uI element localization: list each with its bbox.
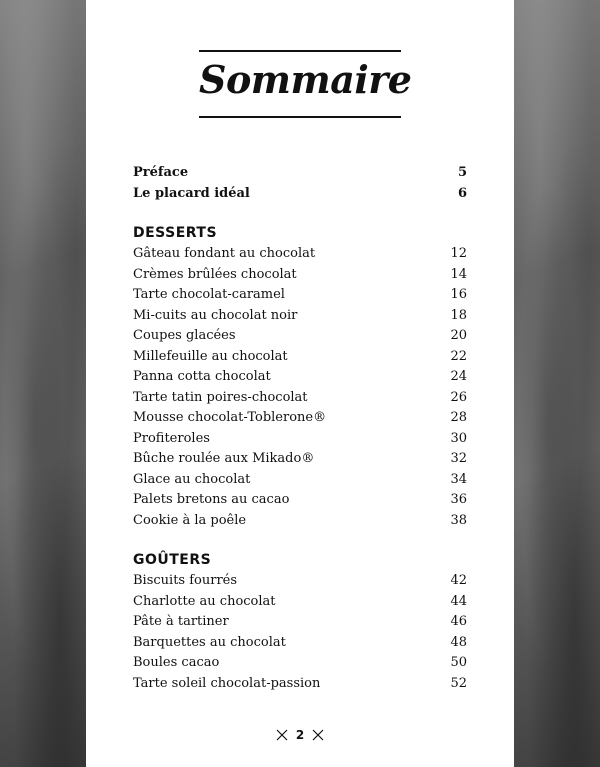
toc-entry-page: 42 xyxy=(450,573,467,588)
toc-entry-label: Bûche roulée aux Mikado® xyxy=(133,451,315,466)
toc-entry-page: 20 xyxy=(450,328,467,343)
toc-entry-page: 52 xyxy=(450,675,467,691)
title-block xyxy=(199,50,412,118)
background-texture-right xyxy=(514,0,600,767)
toc-entry-label: Cookie à la poêle xyxy=(133,512,247,528)
toc-entry[interactable] xyxy=(133,592,467,613)
toc-entry-page: 22 xyxy=(450,348,467,364)
toc-entry-label: Tarte soleil chocolat-passion xyxy=(133,675,321,691)
toc-entry-label: Barquettes au chocolat xyxy=(133,634,286,650)
toc-entry[interactable] xyxy=(133,244,467,265)
toc-entry-label: Palets bretons au cacao xyxy=(133,492,290,507)
section-heading-gouters: GOÛTERS xyxy=(133,552,212,568)
table-of-contents xyxy=(133,163,467,694)
toc-entry-label: Gâteau fondant au chocolat xyxy=(133,246,316,261)
toc-entry[interactable] xyxy=(133,612,467,633)
toc-entry-page: 16 xyxy=(450,287,467,302)
toc-entry-label: Préface xyxy=(133,165,189,180)
toc-entry-label: Panna cotta chocolat xyxy=(133,369,271,384)
toc-entry-label: Pâte à tartiner xyxy=(133,614,229,629)
toc-entry[interactable] xyxy=(133,184,467,205)
toc-entry-page: 24 xyxy=(450,369,467,384)
toc-entry-page: 32 xyxy=(450,451,467,466)
toc-entry-page: 38 xyxy=(450,512,467,528)
toc-entry-page: 28 xyxy=(450,410,467,425)
page-number: 2 xyxy=(295,728,305,742)
toc-entry[interactable] xyxy=(133,367,467,388)
toc-entry-page: 26 xyxy=(450,389,467,405)
toc-entry[interactable] xyxy=(133,490,467,511)
toc-entry-page: 50 xyxy=(450,655,467,670)
toc-entry-page: 14 xyxy=(450,266,467,282)
toc-entry-label: Coupes glacées xyxy=(133,328,236,343)
toc-entry[interactable] xyxy=(133,633,467,654)
toc-entry-page: 12 xyxy=(450,246,467,261)
toc-entry-page: 30 xyxy=(450,430,467,446)
toc-entry-label: Tarte chocolat-caramel xyxy=(133,287,285,302)
page-footer xyxy=(86,728,514,742)
toc-entry[interactable] xyxy=(133,265,467,286)
toc-entry[interactable] xyxy=(133,388,467,409)
cross-icon xyxy=(312,729,324,741)
toc-entry[interactable] xyxy=(133,163,467,184)
toc-entry[interactable] xyxy=(133,449,467,470)
toc-entry[interactable] xyxy=(133,347,467,368)
toc-entry[interactable] xyxy=(133,326,467,347)
toc-entry-label: Glace au chocolat xyxy=(133,471,251,487)
toc-entry-label: Mousse chocolat-Toblerone® xyxy=(133,410,327,425)
toc-entry-page: 46 xyxy=(450,614,467,629)
section-heading-desserts: DESSERTS xyxy=(133,225,218,241)
toc-entry-label: Crèmes brûlées chocolat xyxy=(133,266,297,282)
toc-entry-page: 18 xyxy=(450,307,467,323)
page-title: Sommaire xyxy=(199,57,412,102)
toc-entry-label: Boules cacao xyxy=(133,655,220,670)
toc-entry-page: 48 xyxy=(450,634,467,650)
toc-entry[interactable] xyxy=(133,653,467,674)
toc-entry[interactable] xyxy=(133,429,467,450)
toc-entry-label: Mi-cuits au chocolat noir xyxy=(133,307,298,323)
toc-entry-label: Le placard idéal xyxy=(133,185,250,201)
toc-entry-page: 44 xyxy=(450,593,467,609)
toc-entry-label: Millefeuille au chocolat xyxy=(133,348,288,364)
toc-entry-page: 36 xyxy=(450,492,467,507)
background-texture-left xyxy=(0,0,86,767)
toc-entry[interactable] xyxy=(133,408,467,429)
cross-icon xyxy=(276,729,288,741)
toc-entry-label: Charlotte au chocolat xyxy=(133,593,276,609)
toc-entry[interactable] xyxy=(133,285,467,306)
toc-entry-label: Tarte tatin poires-chocolat xyxy=(133,389,308,405)
document-page xyxy=(86,0,514,767)
toc-entry-page: 6 xyxy=(457,185,467,201)
toc-entry-label: Profiteroles xyxy=(133,430,210,446)
toc-entry-page: 34 xyxy=(450,471,467,487)
toc-entry[interactable] xyxy=(133,470,467,491)
toc-entry-page: 5 xyxy=(457,165,467,180)
toc-entry[interactable] xyxy=(133,511,467,532)
toc-entry[interactable] xyxy=(133,306,467,327)
toc-entry[interactable] xyxy=(133,571,467,592)
toc-entry[interactable] xyxy=(133,674,467,695)
toc-entry-label: Biscuits fourrés xyxy=(133,573,238,588)
